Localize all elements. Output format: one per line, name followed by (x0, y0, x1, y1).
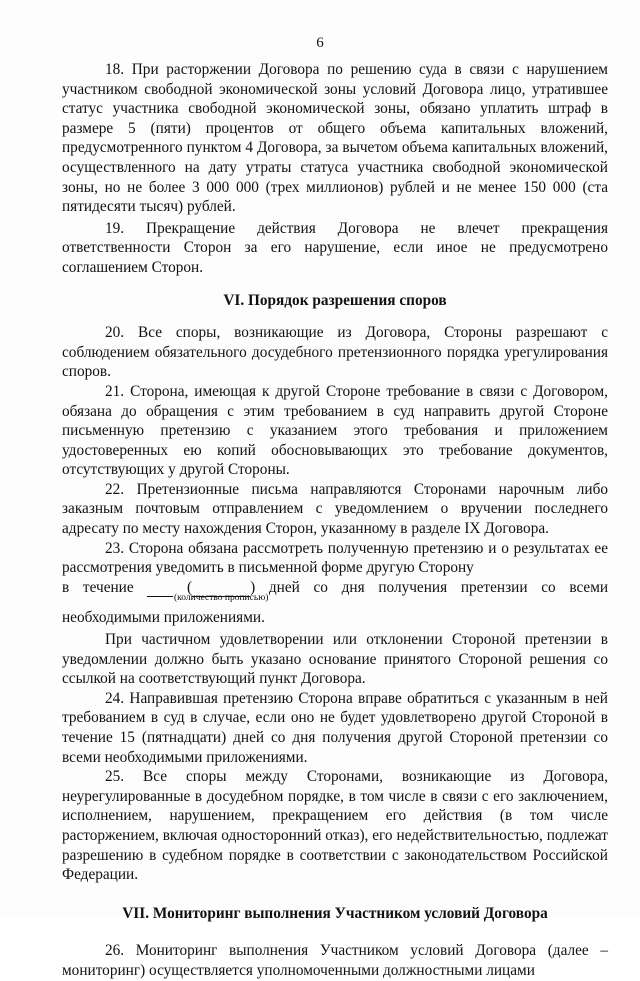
paragraph-26: 26. Мониторинг выполнения Участником условий Договора (далее – мониторинг) осуществляется уполномоченными должностными лицами (62, 942, 608, 979)
word-receipt: получения (378, 578, 448, 596)
section-6-heading: VI. Порядок разрешения споров (223, 291, 447, 309)
close-paren: ) (250, 578, 256, 596)
paragraph-23-partial: При частичном удовлетворении или отклонении Стороной претензии в уведомлении должно быть указано основание принятого Стороной решения со ссылкой на соответствующий пункт Договора. (62, 631, 608, 688)
days-number-blank[interactable] (147, 582, 173, 597)
word-with: со (541, 578, 556, 596)
paragraph-23-deadline-line (62, 578, 608, 598)
word-in: в (62, 578, 70, 596)
paragraph-18: 18. При расторжении Договора по решению суда в связи с нарушением участником свободной экономической зоны условий Договора лицо, утратившее статус участника свободной экономической зоны, обязано уплатить штраф в размере 5 (пяти) процентов от общего объема капитальных вложений, предусмотренного пунктом 4 Договора, за вычетом объема капитальных вложений, осуществленного на дату утраты статуса участника свободной экономической зоны, но не более 3 000 000 (трех миллионов) рублей и не менее 150 000 (ста пятидесяти тысяч) рублей. (62, 61, 608, 216)
document-body (62, 60, 608, 981)
paragraph-23: 23. Сторона обязана рассмотреть полученную претензию и о результатах ее рассмотрения уведомить в письменной форме другую Сторону (62, 539, 608, 577)
paragraph-24: 24. Направившая претензию Сторона вправе обратиться с указанным в ней требованием в суд в случае, если оно не будет удовлетворено другой Стороной в течение 15 (пятнадцати) дней со дня получения другой Стороной претензии со всеми необходимыми приложениями. (62, 689, 608, 766)
word-days: дней (268, 578, 300, 596)
word-claim: претензии (460, 578, 528, 596)
page-number: 6 (316, 35, 324, 51)
paragraph-19: 19. Прекращение действия Договора не влечет прекращения ответственности Сторон за его нарушение, если иное не предусмотрено соглашением Сторон. (62, 219, 608, 276)
blank-caption: (количество прописью) (174, 593, 269, 604)
paragraph-22: 22. Претензионные письма направляются Сторонами нарочным либо заказным почтовым отправлением с уведомлением о вручении последнего адресату по месту нахождения Сторон, указанному в разделе IX Договора. (62, 480, 608, 538)
paragraph-25: 25. Все споры между Сторонами, возникающие из Договора, неурегулированные в досудебном порядке, в том числе в связи с его заключением, исполнением, нарушением, прекращением его действия (в том числе расторжением, включая односторонний отказ), его недействительностью, подлежат разрешению в судебном порядке в соответствии с законодательством Российской Федерации. (62, 768, 608, 884)
blank-caption-row (62, 593, 608, 608)
paragraph-23-tail: необходимыми приложениями. (62, 609, 265, 627)
word-day: дня (341, 578, 365, 596)
section-7-heading: VII. Мониторинг выполнения Участником условий Договора (122, 904, 548, 922)
word-from: со (313, 578, 328, 596)
paragraph-21: 21. Сторона, имеющая к другой Стороне требование в связи с Договором, обязана до обращения с этим требованием в суд направить другой Стороне письменную претензию с указанием этого требования и приложением удостоверенных ею копий обосновывающих это требование документов, отсутствующих у другой Стороны. (62, 382, 608, 479)
paragraph-20: 20. Все споры, возникающие из Договора, Стороны разрешают с соблюдением обязательного досудебного претензионного порядка урегулирования споров. (62, 324, 608, 381)
open-paren: ( (187, 578, 193, 596)
word-all: всеми (569, 578, 609, 596)
word-during: течение (82, 578, 134, 596)
